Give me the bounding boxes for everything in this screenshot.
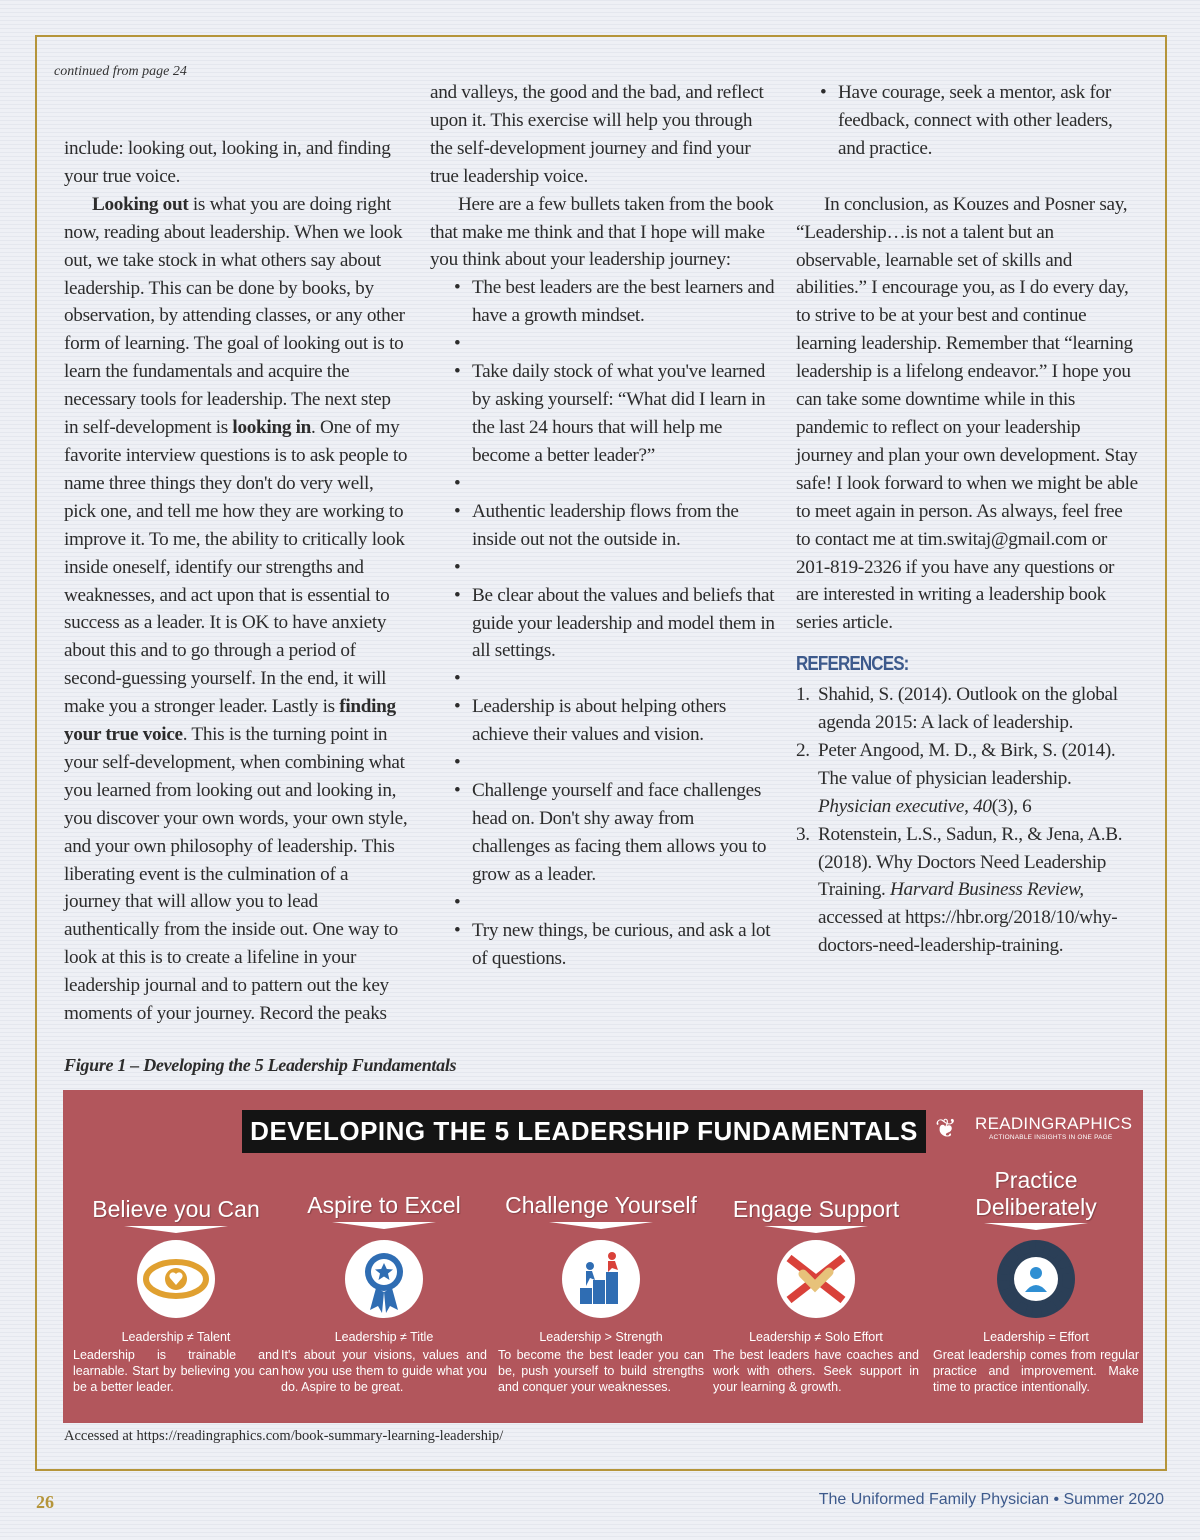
fundamental-engage — [713, 1090, 919, 1423]
bullet-list — [796, 79, 1141, 163]
paragraph-text: . This is the turning point in your self-development, when combining what you learned from looking out and looking in, you discover your own words, your own style, and your own philosophy of leadership. This liberating event is the culmination of a journey that will allow you to lead authentically from the inside out. One way to look at this is to create a lifeline in your leadership journal and to pattern out the key moments of your journey. Record the peaks — [64, 724, 408, 1025]
list-spacer — [430, 470, 775, 498]
spacer — [796, 163, 1141, 191]
title-underline — [984, 1223, 1088, 1230]
reference-item — [796, 737, 1141, 821]
reference-text: Shahid, S. (2014). Outlook on the global agenda 2015: A lack of leadership. — [818, 684, 1118, 734]
list-spacer — [430, 665, 775, 693]
fundamental-description: Great leadership comes from regular practice and improvement. Make time to practice intentionally. — [933, 1348, 1139, 1394]
list-spacer — [430, 554, 775, 582]
list-spacer — [430, 749, 775, 777]
fundamental-title: Engage Support — [732, 1196, 900, 1222]
fundamental-label: Leadership ≠ Title — [334, 1330, 434, 1344]
fundamental-title: Challenge Yourself — [505, 1192, 697, 1218]
fundamental-label: Leadership = Effort — [983, 1330, 1089, 1344]
list-item: • Leadership is about helping others achieve their values and vision. — [430, 693, 775, 749]
list-item: • Have courage, seek a mentor, ask for feedback, connect with other leaders, and practice. — [796, 79, 1141, 163]
eye-heart-icon — [137, 1240, 215, 1318]
logo-mark-icon: ❦ — [935, 1114, 957, 1143]
logo-tagline: ACTIONABLE INSIGHTS IN ONE PAGE — [989, 1134, 1113, 1141]
fundamental-description: To become the best leader you can be, push yourself to build strengths and conquer your weaknesses. — [498, 1348, 704, 1394]
bold-term: finding your true voice — [64, 696, 396, 746]
journal-title: Harvard Business Review, — [890, 879, 1084, 901]
fundamental-label: Leadership ≠ Talent — [121, 1330, 231, 1344]
title-underline — [549, 1222, 653, 1229]
reference-item — [796, 681, 1141, 737]
fundamental-description: The best leaders have coaches and work with others. Seek support in your learning & growth. — [713, 1348, 919, 1394]
fundamental-title: Practice Deliberately — [975, 1167, 1097, 1220]
fundamental-description: Leadership is trainable and learnable. Start by believing you can be a better leader. — [73, 1348, 279, 1394]
volume: 40 — [973, 795, 992, 817]
paragraph: and valleys, the good and the bad, and reflect upon it. This exercise will help you through the self-development journey and find your true leadership voice. — [430, 82, 764, 187]
fundamental-believe — [73, 1090, 279, 1423]
article-column-2 — [430, 79, 775, 973]
paragraph: Here are a few bullets taken from the book that make me think and that I hope will make you think about your leadership journey: — [430, 193, 774, 271]
article-column-1 — [64, 135, 409, 1028]
fundamental-aspire — [281, 1090, 487, 1423]
infographic — [63, 1090, 1143, 1423]
bullet-list — [430, 274, 775, 972]
reference-text: , — [964, 795, 974, 817]
fundamental-practice — [933, 1090, 1139, 1423]
journal-title: Physician executive — [818, 795, 965, 817]
fundamental-challenge — [498, 1090, 704, 1423]
paragraph: include: looking out, looking in, and finding your true voice. — [64, 138, 391, 187]
paragraph — [64, 191, 409, 1028]
list-spacer — [430, 889, 775, 917]
logo-brand: READINGRAPHICS — [975, 1114, 1133, 1133]
fundamental-title: Believe you Can — [92, 1196, 260, 1222]
continued-note: continued from page 24 — [54, 64, 187, 79]
climbing-steps-icon — [562, 1240, 640, 1318]
article-column-3 — [796, 79, 1141, 960]
fundamental-description: It's about your visions, values and how you use them to guide what you do. Aspire to be great. — [281, 1348, 487, 1394]
title-underline — [332, 1222, 436, 1229]
list-item: • Try new things, be curious, and ask a lot of questions. — [430, 917, 775, 973]
title-underline — [764, 1226, 868, 1233]
paragraph-text: is what you are doing right now, reading about leadership. When we look out, we take stock in what others say about leadership. This can be done by books, by observation, by attending classes, or any other form of learning. The goal of looking out is to learn the fundamentals and acquire the necessary tools for leadership. The next step in self-development is — [64, 193, 405, 439]
handshake-icon — [777, 1240, 855, 1318]
infographic-banner: DEVELOPING THE 5 LEADERSHIP FUNDAMENTALS — [242, 1110, 926, 1153]
list-item: • Challenge yourself and face challenges head on. Don't shy away from challenges as facing them allows you to grow as a leader. — [430, 777, 775, 889]
list-item: • Authentic leadership flows from the inside out not the outside in. — [430, 498, 775, 554]
title-underline — [124, 1226, 228, 1233]
page-number: 26 — [36, 1492, 54, 1512]
publication-footer: The Uniformed Family Physician • Summer 2020 — [818, 1491, 1164, 1508]
list-item: • The best leaders are the best learners and have a growth mindset. — [430, 274, 775, 330]
references-list — [796, 681, 1141, 960]
reference-text: Rotenstein, L.S., Sadun, R., & Jena, A.B. (2018). Why Doctors Need Leadership Training. — [818, 823, 1123, 901]
reference-number: 1. — [796, 684, 810, 706]
reference-item — [796, 821, 1141, 961]
list-spacer — [430, 330, 775, 358]
reference-number: 2. — [796, 739, 810, 761]
references-heading: REFERENCES: — [796, 653, 909, 676]
fundamental-label: Leadership ≠ Solo Effort — [749, 1330, 883, 1344]
paragraph-text: . One of my favorite interview questions is to ask people to name three things they don't do very well, pick one, and tell me how they are working to improve it. To me, the ability to critically look inside oneself, identify our strengths and weaknesses, and act upon that is essential to success as a leader. It is OK to have anxiety about this and to go through a period of second-guessing yourself. In the end, it will make you a stronger leader. Lastly is — [64, 417, 408, 718]
bold-term: Looking out — [92, 193, 189, 215]
figure-caption: Figure 1 – Developing the 5 Leadership Fundamentals — [64, 1055, 457, 1075]
bold-term: looking in — [232, 417, 312, 439]
reference-text: Peter Angood, M. D., & Birk, S. (2014). The value of physician leadership. — [818, 739, 1116, 789]
fundamental-label: Leadership > Strength — [539, 1330, 663, 1344]
gear-person-icon — [997, 1240, 1075, 1318]
list-item: • Take daily stock of what you've learned by asking yourself: “What did I learn in the last 24 hours that will help me become a better leader?” — [430, 358, 775, 470]
list-item: • Be clear about the values and beliefs that guide your leadership and model them in all settings. — [430, 582, 775, 666]
reference-text: (3), 6 — [991, 795, 1032, 817]
reference-number: 3. — [796, 823, 810, 845]
reference-link-text: accessed at https://hbr.org/2018/10/why-doctors-need-leadership-training. — [818, 907, 1118, 957]
fundamental-title: Aspire to Excel — [307, 1192, 461, 1218]
award-ribbon-icon — [345, 1240, 423, 1318]
source-link-text: Accessed at https://readingraphics.com/book-summary-learning-leadership/ — [64, 1428, 504, 1444]
conclusion-paragraph: In conclusion, as Kouzes and Posner say, “Leadership…is not a talent but an observable, learnable set of skills and abilities.” I encourage you, as I do every day, to strive to be at your best and continue learning leadership. Remember that “learning leadership is a lifelong endeavor.” I hope you can take some downtime while in this pandemic to reflect on your leadership journey and plan your own development. Stay safe! I look forward to when we might be able to meet again in person. As always, feel free to contact me at tim.switaj@gmail.com or 201-819-2326 if you have any questions or are interested in writing a leadership book series article. — [796, 193, 1138, 634]
